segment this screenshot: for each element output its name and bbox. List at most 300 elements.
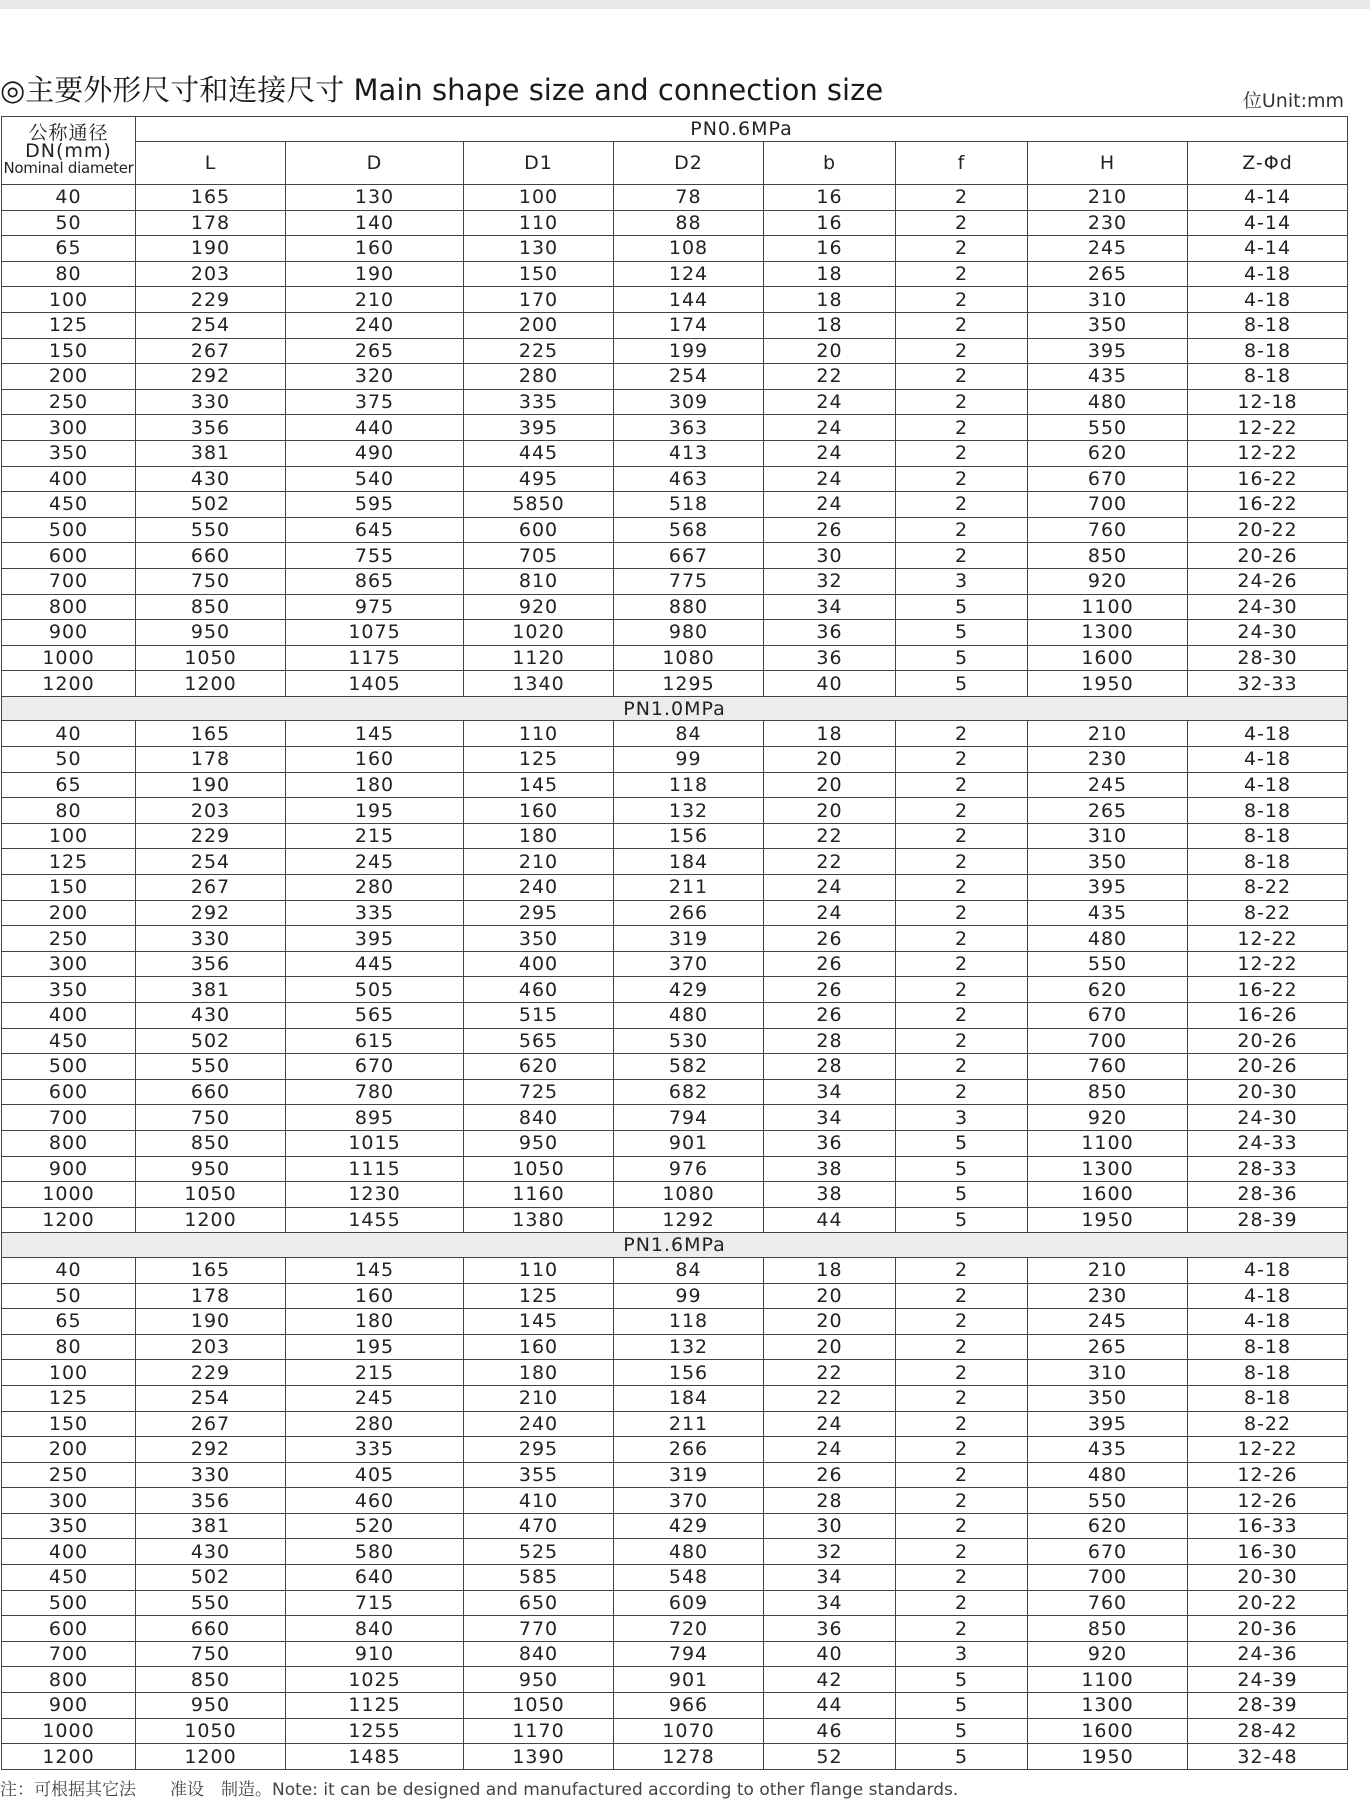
table-cell: 165 — [136, 1257, 286, 1283]
table-cell: 199 — [614, 338, 764, 364]
table-cell: 850 — [136, 1130, 286, 1156]
table-cell: 1115 — [286, 1156, 464, 1182]
table-cell: 430 — [136, 1539, 286, 1565]
table-cell: 1080 — [614, 1182, 764, 1208]
table-cell: 26 — [764, 926, 896, 952]
table-cell: 620 — [1028, 1513, 1188, 1539]
table-cell: 292 — [136, 364, 286, 390]
table-cell: 810 — [464, 568, 614, 594]
column-header-h: H — [1028, 142, 1188, 185]
table-cell: 580 — [286, 1539, 464, 1565]
table-cell: 565 — [286, 1003, 464, 1029]
pressure-section-label: PN1.0MPa — [2, 696, 1348, 721]
table-cell: 725 — [464, 1079, 614, 1105]
table-cell: 4-18 — [1188, 261, 1348, 287]
table-cell: 24 — [764, 1411, 896, 1437]
table-cell: 840 — [464, 1105, 614, 1131]
table-cell: 540 — [286, 466, 464, 492]
table-cell: 1050 — [464, 1156, 614, 1182]
table-cell: 230 — [1028, 1283, 1188, 1309]
table-cell: 1120 — [464, 645, 614, 671]
table-cell: 132 — [614, 1334, 764, 1360]
table-cell: 1600 — [1028, 645, 1188, 671]
table-row — [2, 1283, 1348, 1309]
table-row — [2, 1182, 1348, 1208]
table-cell: 267 — [136, 338, 286, 364]
table-cell: 174 — [614, 312, 764, 338]
table-cell: 780 — [286, 1079, 464, 1105]
table-cell: 229 — [136, 823, 286, 849]
table-cell: 110 — [464, 210, 614, 236]
table-header — [2, 117, 1348, 185]
table-row — [2, 1156, 1348, 1182]
table-cell: 22 — [764, 1385, 896, 1411]
table-row — [2, 977, 1348, 1003]
table-cell: 22 — [764, 364, 896, 390]
table-cell: 229 — [136, 287, 286, 313]
table-cell: 26 — [764, 1462, 896, 1488]
table-row — [2, 1207, 1348, 1233]
table-cell: 40 — [764, 671, 896, 697]
table-cell: 8-22 — [1188, 875, 1348, 901]
table-cell: 548 — [614, 1565, 764, 1591]
table-cell: 840 — [464, 1641, 614, 1667]
nominal-diameter-cell: 800 — [2, 594, 136, 620]
table-cell: 2 — [896, 261, 1028, 287]
table-cell: 20-22 — [1188, 1590, 1348, 1616]
table-cell: 245 — [286, 1385, 464, 1411]
table-cell: 2 — [896, 1283, 1028, 1309]
table-cell: 1125 — [286, 1693, 464, 1719]
table-cell: 5 — [896, 1130, 1028, 1156]
table-cell: 295 — [464, 1437, 614, 1463]
table-cell: 18 — [764, 721, 896, 747]
table-cell: 1075 — [286, 620, 464, 646]
table-cell: 2 — [896, 287, 1028, 313]
nominal-diameter-cell: 500 — [2, 1590, 136, 1616]
nominal-diameter-cell: 80 — [2, 261, 136, 287]
nominal-diameter-cell: 200 — [2, 1437, 136, 1463]
table-cell: 335 — [286, 900, 464, 926]
table-cell: 254 — [136, 849, 286, 875]
table-body — [2, 185, 1348, 1770]
table-cell: 1050 — [136, 645, 286, 671]
table-cell: 34 — [764, 1079, 896, 1105]
table-cell: 140 — [286, 210, 464, 236]
table-cell: 600 — [464, 517, 614, 543]
table-cell: 1200 — [136, 1744, 286, 1770]
table-cell: 682 — [614, 1079, 764, 1105]
table-cell: 615 — [286, 1028, 464, 1054]
table-cell: 2 — [896, 466, 1028, 492]
table-cell: 370 — [614, 1488, 764, 1514]
nominal-diameter-cell: 450 — [2, 1028, 136, 1054]
nominal-diameter-cell: 450 — [2, 492, 136, 518]
table-cell: 180 — [464, 823, 614, 849]
table-cell: 901 — [614, 1130, 764, 1156]
table-cell: 950 — [136, 1156, 286, 1182]
table-row — [2, 721, 1348, 747]
table-cell: 920 — [1028, 1105, 1188, 1131]
table-cell: 28-36 — [1188, 1182, 1348, 1208]
table-cell: 319 — [614, 1462, 764, 1488]
table-cell: 2 — [896, 1513, 1028, 1539]
table-cell: 4-14 — [1188, 236, 1348, 262]
table-cell: 700 — [1028, 1028, 1188, 1054]
table-cell: 794 — [614, 1641, 764, 1667]
table-cell: 18 — [764, 261, 896, 287]
nominal-diameter-cell: 65 — [2, 1309, 136, 1335]
table-cell: 850 — [1028, 1079, 1188, 1105]
table-row — [2, 1054, 1348, 1080]
table-cell: 110 — [464, 721, 614, 747]
table-cell: 5 — [896, 1182, 1028, 1208]
nominal-diameter-cell: 400 — [2, 1539, 136, 1565]
table-cell: 760 — [1028, 1590, 1188, 1616]
table-cell: 20-30 — [1188, 1079, 1348, 1105]
table-cell: 12-22 — [1188, 951, 1348, 977]
table-cell: 254 — [136, 1385, 286, 1411]
table-cell: 178 — [136, 747, 286, 773]
table-cell: 502 — [136, 492, 286, 518]
table-cell: 160 — [286, 236, 464, 262]
column-header-d1: D1 — [464, 142, 614, 185]
nominal-diameter-cell: 100 — [2, 1360, 136, 1386]
nominal-diameter-header — [2, 117, 136, 185]
table-cell: 240 — [286, 312, 464, 338]
table-cell: 8-18 — [1188, 1334, 1348, 1360]
table-cell: 2 — [896, 517, 1028, 543]
table-row — [2, 1744, 1348, 1770]
table-cell: 1485 — [286, 1744, 464, 1770]
table-cell: 505 — [286, 977, 464, 1003]
table-cell: 16-22 — [1188, 492, 1348, 518]
table-cell: 435 — [1028, 1437, 1188, 1463]
table-cell: 4-18 — [1188, 1257, 1348, 1283]
nominal-diameter-cell: 1200 — [2, 671, 136, 697]
section-header-row — [2, 696, 1348, 721]
table-row — [2, 772, 1348, 798]
table-cell: 515 — [464, 1003, 614, 1029]
nominal-diameter-cell: 500 — [2, 1054, 136, 1080]
table-row — [2, 926, 1348, 952]
table-cell: 26 — [764, 1003, 896, 1029]
table-cell: 460 — [464, 977, 614, 1003]
table-cell: 150 — [464, 261, 614, 287]
table-cell: 381 — [136, 977, 286, 1003]
footnote: 注：可根据其它法 准设 制造。Note: it can be designed and manufactured according to other flange standards. — [0, 1780, 959, 1800]
table-cell: 480 — [1028, 389, 1188, 415]
table-row — [2, 1539, 1348, 1565]
table-cell: 2 — [896, 312, 1028, 338]
table-cell: 12-18 — [1188, 389, 1348, 415]
table-cell: 8-18 — [1188, 798, 1348, 824]
table-cell: 230 — [1028, 747, 1188, 773]
table-cell: 582 — [614, 1054, 764, 1080]
nominal-diameter-cell: 1000 — [2, 1182, 136, 1208]
table-cell: 5 — [896, 1693, 1028, 1719]
table-cell: 335 — [464, 389, 614, 415]
table-cell: 715 — [286, 1590, 464, 1616]
table-cell: 705 — [464, 543, 614, 569]
table-cell: 1070 — [614, 1718, 764, 1744]
table-row — [2, 364, 1348, 390]
nominal-diameter-cell: 1200 — [2, 1744, 136, 1770]
table-cell: 1300 — [1028, 1156, 1188, 1182]
table-row — [2, 875, 1348, 901]
table-row — [2, 287, 1348, 313]
table-cell: 550 — [136, 517, 286, 543]
table-row — [2, 261, 1348, 287]
table-cell: 78 — [614, 185, 764, 211]
table-cell: 24-30 — [1188, 620, 1348, 646]
table-cell: 950 — [464, 1130, 614, 1156]
table-cell: 1950 — [1028, 1744, 1188, 1770]
table-cell: 203 — [136, 798, 286, 824]
table-cell: 4-18 — [1188, 1283, 1348, 1309]
table-cell: 24-30 — [1188, 1105, 1348, 1131]
nominal-diameter-cell: 125 — [2, 849, 136, 875]
table-cell: 24 — [764, 466, 896, 492]
table-cell: 12-26 — [1188, 1462, 1348, 1488]
table-cell: 38 — [764, 1182, 896, 1208]
nominal-diameter-cell: 50 — [2, 1283, 136, 1309]
table-cell: 145 — [464, 1309, 614, 1335]
nominal-diameter-cell: 700 — [2, 1641, 136, 1667]
nominal-diameter-cell: 1000 — [2, 1718, 136, 1744]
nominal-diameter-cell: 40 — [2, 721, 136, 747]
nominal-diameter-cell: 350 — [2, 440, 136, 466]
table-cell: 16 — [764, 210, 896, 236]
table-cell: 1300 — [1028, 620, 1188, 646]
table-cell: 381 — [136, 440, 286, 466]
table-row — [2, 1590, 1348, 1616]
table-cell: 2 — [896, 1590, 1028, 1616]
nominal-diameter-cell: 900 — [2, 1156, 136, 1182]
table-cell: 30 — [764, 1513, 896, 1539]
table-cell: 195 — [286, 1334, 464, 1360]
column-header-f: f — [896, 142, 1028, 185]
table-cell: 24 — [764, 875, 896, 901]
table-cell: 18 — [764, 312, 896, 338]
table-cell: 28 — [764, 1028, 896, 1054]
table-cell: 32 — [764, 1539, 896, 1565]
table-cell: 2 — [896, 926, 1028, 952]
table-cell: 2 — [896, 1360, 1028, 1386]
table-cell: 440 — [286, 415, 464, 441]
table-row — [2, 620, 1348, 646]
table-row — [2, 1641, 1348, 1667]
table-cell: 8-18 — [1188, 823, 1348, 849]
table-cell: 203 — [136, 261, 286, 287]
table-cell: 429 — [614, 977, 764, 1003]
table-cell: 4-18 — [1188, 1309, 1348, 1335]
table-cell: 8-18 — [1188, 1385, 1348, 1411]
table-cell: 5850 — [464, 492, 614, 518]
table-cell: 18 — [764, 1257, 896, 1283]
table-cell: 20-36 — [1188, 1616, 1348, 1642]
table-cell: 2 — [896, 338, 1028, 364]
table-cell: 36 — [764, 1130, 896, 1156]
table-cell: 1100 — [1028, 1667, 1188, 1693]
table-row — [2, 1437, 1348, 1463]
table-cell: 12-26 — [1188, 1488, 1348, 1514]
table-cell: 210 — [1028, 185, 1188, 211]
page-title: ◎主要外形尺寸和连接尺寸 Main shape size and connection size — [0, 73, 884, 107]
table-cell: 44 — [764, 1693, 896, 1719]
table-cell: 292 — [136, 900, 286, 926]
table-cell: 1600 — [1028, 1182, 1188, 1208]
table-cell: 920 — [1028, 568, 1188, 594]
nominal-diameter-cell: 50 — [2, 210, 136, 236]
table-cell: 170 — [464, 287, 614, 313]
table-cell: 2 — [896, 236, 1028, 262]
table-cell: 2 — [896, 951, 1028, 977]
table-cell: 320 — [286, 364, 464, 390]
table-cell: 470 — [464, 1513, 614, 1539]
table-cell: 26 — [764, 517, 896, 543]
table-cell: 145 — [464, 772, 614, 798]
table-cell: 1200 — [136, 671, 286, 697]
table-cell: 84 — [614, 721, 764, 747]
column-header-bolt-holes: Z-Φd — [1188, 142, 1348, 185]
nominal-diameter-cell: 800 — [2, 1667, 136, 1693]
table-row — [2, 1693, 1348, 1719]
table-cell: 435 — [1028, 364, 1188, 390]
table-cell: 645 — [286, 517, 464, 543]
table-cell: 2 — [896, 440, 1028, 466]
table-cell: 550 — [136, 1054, 286, 1080]
table-cell: 585 — [464, 1565, 614, 1591]
table-cell: 118 — [614, 772, 764, 798]
table-cell: 34 — [764, 1590, 896, 1616]
table-cell: 395 — [286, 926, 464, 952]
table-cell: 16 — [764, 236, 896, 262]
table-cell: 2 — [896, 1334, 1028, 1360]
table-cell: 52 — [764, 1744, 896, 1770]
table-cell: 463 — [614, 466, 764, 492]
table-cell: 550 — [1028, 951, 1188, 977]
table-cell: 22 — [764, 1360, 896, 1386]
table-cell: 980 — [614, 620, 764, 646]
table-cell: 520 — [286, 1513, 464, 1539]
table-cell: 280 — [286, 875, 464, 901]
table-cell: 775 — [614, 568, 764, 594]
table-cell: 4-18 — [1188, 772, 1348, 798]
table-cell: 24 — [764, 415, 896, 441]
table-cell: 38 — [764, 1156, 896, 1182]
table-cell: 8-18 — [1188, 312, 1348, 338]
table-cell: 3 — [896, 1105, 1028, 1131]
table-cell: 2 — [896, 1309, 1028, 1335]
table-cell: 1340 — [464, 671, 614, 697]
top-divider-bar — [0, 0, 1370, 9]
table-cell: 381 — [136, 1513, 286, 1539]
table-row — [2, 671, 1348, 697]
table-cell: 110 — [464, 1257, 614, 1283]
nominal-diameter-cell: 600 — [2, 1079, 136, 1105]
table-cell: 180 — [286, 1309, 464, 1335]
table-cell: 2 — [896, 364, 1028, 390]
table-cell: 245 — [286, 849, 464, 875]
table-row — [2, 1309, 1348, 1335]
table-cell: 16-33 — [1188, 1513, 1348, 1539]
table-cell: 46 — [764, 1718, 896, 1744]
table-cell: 2 — [896, 721, 1028, 747]
dn-header-en: Nominal diameter — [3, 159, 134, 177]
table-cell: 2 — [896, 210, 1028, 236]
nominal-diameter-cell: 125 — [2, 312, 136, 338]
table-row — [2, 236, 1348, 262]
table-cell: 2 — [896, 185, 1028, 211]
table-row — [2, 1718, 1348, 1744]
table-cell: 460 — [286, 1488, 464, 1514]
table-cell: 8-18 — [1188, 849, 1348, 875]
table-cell: 670 — [286, 1054, 464, 1080]
table-cell: 2 — [896, 1539, 1028, 1565]
table-cell: 267 — [136, 875, 286, 901]
table-cell: 550 — [1028, 1488, 1188, 1514]
table-cell: 350 — [1028, 312, 1188, 338]
table-cell: 28 — [764, 1054, 896, 1080]
table-row — [2, 823, 1348, 849]
table-cell: 2 — [896, 977, 1028, 1003]
table-cell: 36 — [764, 645, 896, 671]
table-cell: 8-18 — [1188, 338, 1348, 364]
table-row — [2, 1130, 1348, 1156]
table-cell: 210 — [286, 287, 464, 313]
table-cell: 375 — [286, 389, 464, 415]
table-cell: 165 — [136, 185, 286, 211]
table-cell: 1255 — [286, 1718, 464, 1744]
table-cell: 190 — [136, 236, 286, 262]
table-cell: 20 — [764, 747, 896, 773]
pressure-section-label: PN1.6MPa — [2, 1233, 1348, 1258]
table-cell: 28-30 — [1188, 645, 1348, 671]
table-cell: 395 — [1028, 1411, 1188, 1437]
table-cell: 254 — [136, 312, 286, 338]
table-cell: 184 — [614, 1385, 764, 1411]
column-header-b: b — [764, 142, 896, 185]
table-cell: 1100 — [1028, 594, 1188, 620]
table-cell: 950 — [136, 620, 286, 646]
nominal-diameter-cell: 900 — [2, 1693, 136, 1719]
table-cell: 42 — [764, 1667, 896, 1693]
nominal-diameter-cell: 80 — [2, 798, 136, 824]
table-cell: 330 — [136, 389, 286, 415]
nominal-diameter-cell: 40 — [2, 185, 136, 211]
nominal-diameter-cell: 800 — [2, 1130, 136, 1156]
table-cell: 755 — [286, 543, 464, 569]
table-row — [2, 900, 1348, 926]
table-cell: 215 — [286, 1360, 464, 1386]
table-cell: 28-39 — [1188, 1693, 1348, 1719]
table-cell: 230 — [1028, 210, 1188, 236]
table-row — [2, 798, 1348, 824]
nominal-diameter-cell: 100 — [2, 823, 136, 849]
table-cell: 310 — [1028, 823, 1188, 849]
table-cell: 190 — [136, 772, 286, 798]
table-cell: 160 — [286, 1283, 464, 1309]
table-cell: 5 — [896, 620, 1028, 646]
table-cell: 36 — [764, 1616, 896, 1642]
table-cell: 760 — [1028, 517, 1188, 543]
table-cell: 108 — [614, 236, 764, 262]
table-cell: 850 — [1028, 1616, 1188, 1642]
table-cell: 370 — [614, 951, 764, 977]
table-cell: 650 — [464, 1590, 614, 1616]
nominal-diameter-cell: 150 — [2, 1411, 136, 1437]
